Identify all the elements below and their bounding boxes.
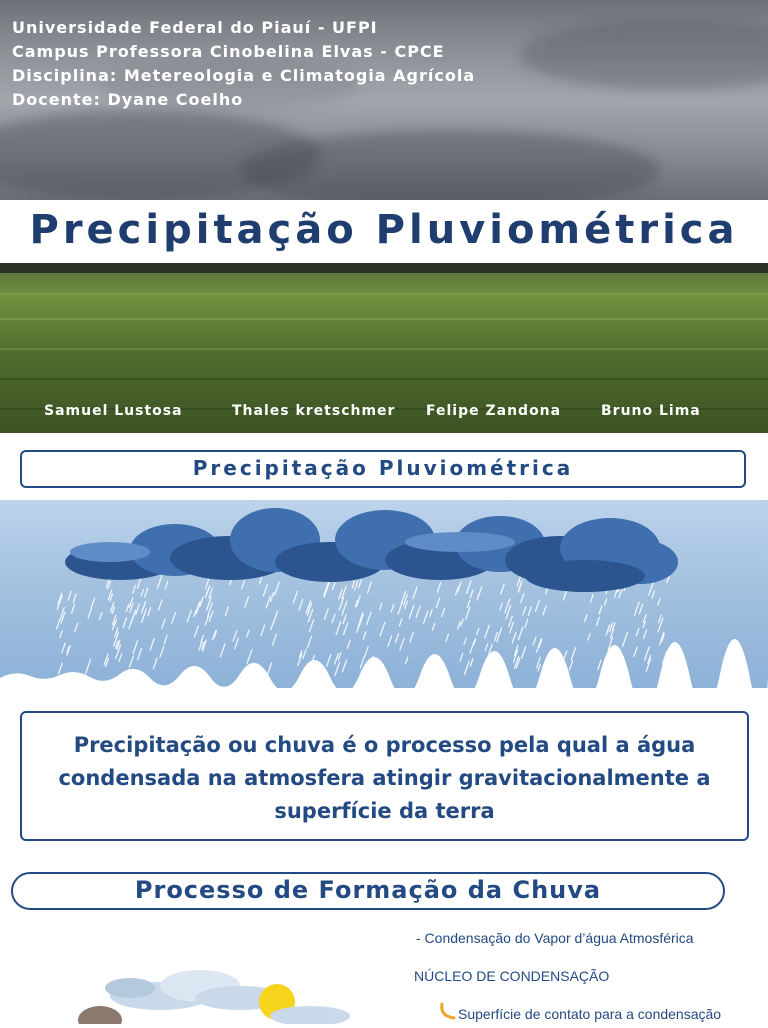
teacher-name: Docente: Dyane Coelho — [12, 90, 244, 109]
header-sky-image — [0, 0, 768, 200]
author-name: Bruno Lima — [601, 403, 701, 419]
author-name: Thales kretschmer — [232, 403, 396, 419]
treeline — [0, 263, 768, 273]
condensation-scene-illustration — [70, 960, 370, 1024]
process-title-box: Processo de Formação da Chuva — [11, 872, 725, 910]
section-title-box: Precipitação Pluviométrica — [20, 450, 746, 488]
cloud-shapes — [65, 508, 678, 592]
rain-clouds-illustration — [0, 500, 768, 688]
author-name: Felipe Zandona — [426, 403, 562, 419]
page-title: Precipitação Pluviométrica — [29, 207, 739, 253]
campus-name: Campus Professora Cinobelina Elvas - CPCE — [12, 42, 445, 61]
process-note: - Condensação do Vapor d’água Atmosférica — [416, 930, 694, 946]
process-note: Superfície de contato para a condensação — [458, 1006, 722, 1022]
arrow-icon — [438, 1002, 458, 1026]
rain-svg — [0, 500, 768, 688]
definition-box — [20, 711, 749, 841]
process-note: NÚCLEO DE CONDENSAÇÃO — [414, 968, 610, 984]
discipline-name: Disciplina: Metereologia e Climatogia Agrícola — [12, 66, 476, 85]
authors-list — [0, 403, 768, 423]
author-name: Samuel Lustosa — [44, 403, 183, 419]
mountain-icon — [78, 1006, 122, 1024]
header-info — [12, 16, 475, 112]
definition-text: Precipitação ou chuva é o processo pela qual a água condensada na atmosfera atingir gravitacionalmente a superfície da terra — [58, 733, 711, 823]
title-band — [0, 200, 768, 263]
university-name: Universidade Federal do Piauí - UFPI — [12, 18, 378, 37]
